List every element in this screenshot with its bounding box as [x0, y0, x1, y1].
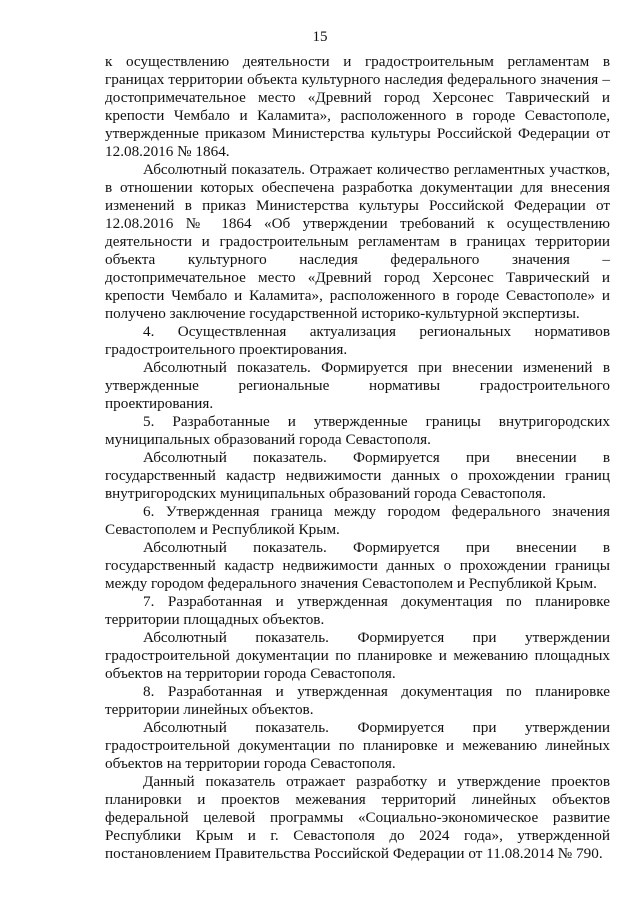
paragraph-item-7-description: Абсолютный показатель. Формируется при утверждении градостроительной документации по планировке и межеванию площадных объектов на территории города Севастополя.	[105, 629, 610, 682]
paragraph-item-5-heading: 5. Разработанные и утвержденные границы внутригородских муниципальных образований города Севастополя.	[105, 413, 610, 448]
paragraph-item-8-description: Абсолютный показатель. Формируется при утверждении градостроительной документации по планировке и межеванию линейных объектов на территории города Севастополя.	[105, 719, 610, 772]
paragraph-item-8-details: Данный показатель отражает разработку и утверждение проектов планировки и проектов межевания территорий линейных объектов федеральной целевой программы «Социально-экономическое развитие Республики Крым и г. Севастополя до 2024 года», утвержденной постановлением Правительства Российской Федерации от 11.08.2014 № 790.	[105, 773, 610, 862]
paragraph-item-6-heading: 6. Утвержденная граница между городом федерального значения Севастополем и Республикой Крым.	[105, 503, 610, 538]
paragraph-item-5-description: Абсолютный показатель. Формируется при внесении в государственный кадастр недвижимости данных о прохождении границ внутригородских муниципальных образований города Севастополя.	[105, 449, 610, 502]
page-number: 15	[312, 29, 328, 45]
paragraph-item-4-description: Абсолютный показатель. Формируется при внесении изменений в утвержденные региональные нормативы градостроительного проектирования.	[105, 359, 610, 412]
paragraph-item-6-description: Абсолютный показатель. Формируется при внесении в государственный кадастр недвижимости данных о прохождении границы между городом федерального значения Севастополем и Республикой Крым.	[105, 539, 610, 592]
paragraph-item-8-heading: 8. Разработанная и утвержденная документация по планировке территории линейных объектов.	[105, 683, 610, 718]
paragraph-item-7-heading: 7. Разработанная и утвержденная документация по планировке территории площадных объектов.	[105, 593, 610, 628]
paragraph-indicator-3-description: Абсолютный показатель. Отражает количество регламентных участков, в отношении которых обеспечена разработка документации для внесения изменений в приказ Министерства культуры Российской Федерации от 12.08.2016 № 1864 «Об утверждении требований к осуществлению деятельности и градостроительным регламентам в границах территории объекта культурного наследия федерального значения – достопримечательное место «Древний город Херсонес Таврический и крепости Чембало и Каламита», расположенного в городе Севастополе» и получено заключение государственной историко-культурной экспертизы.	[105, 161, 610, 322]
document-body	[105, 53, 610, 863]
paragraph-continuation: к осуществлению деятельности и градостроительным регламентам в границах территории объекта культурного наследия федерального значения – достопримечательное место «Древний город Херсонес Таврический и крепости Чембало и Каламита», расположенного в городе Севастополе, утвержденные приказом Министерства культуры Российской Федерации от 12.08.2016 № 1864.	[105, 53, 610, 160]
paragraph-item-4-heading: 4. Осуществленная актуализация региональных нормативов градостроительного проектирования.	[105, 323, 610, 358]
